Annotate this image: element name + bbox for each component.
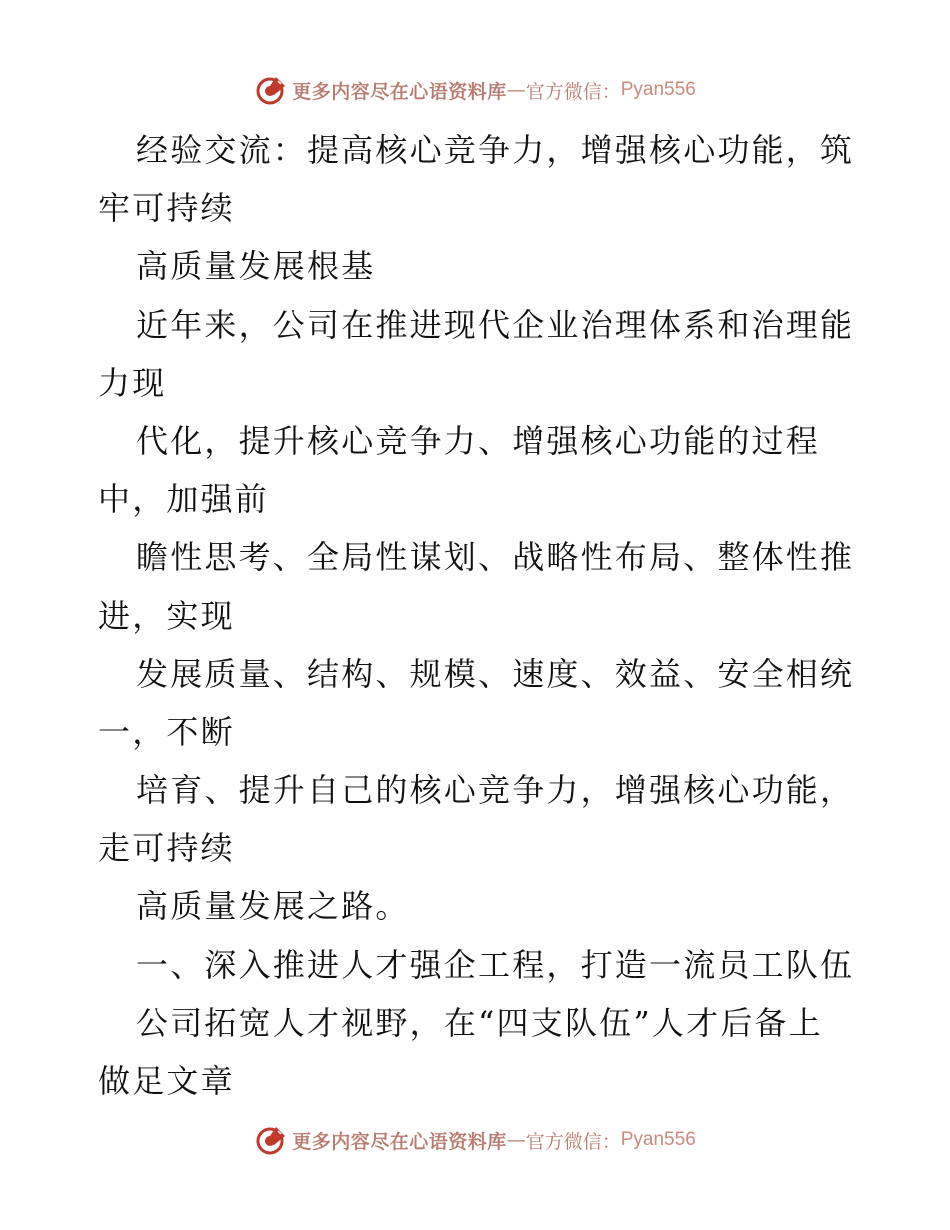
- footer-dash: —: [506, 1129, 526, 1151]
- footer-wechat-id: Pyan556: [620, 1129, 696, 1150]
- body-line: 经验交流：提高核心竞争力，增强核心功能，筑: [136, 131, 855, 169]
- body-line: 近年来，公司在推进现代企业治理体系和治理能: [136, 305, 855, 344]
- body-line: 力现: [98, 363, 167, 402]
- body-line: 做足文章: [98, 1062, 235, 1100]
- pen-logo-icon: [254, 73, 288, 107]
- header-wechat-label: 官方微信：: [525, 80, 621, 103]
- body-line: 走可持续: [98, 829, 235, 868]
- body-line: 进，实现: [98, 596, 235, 635]
- body-line: 牢可持续: [98, 189, 235, 228]
- body-line: 发展质量、结构、规模、速度、效益、安全相统: [136, 654, 855, 693]
- header-wechat-id: Pyan556: [620, 79, 696, 100]
- body-line: 代化，提升核心竞争力、增强核心功能的过程: [136, 421, 821, 460]
- header-banner-text: 更多内容尽在心语资料库: [292, 80, 507, 103]
- header-banner: [0, 70, 950, 110]
- body-line: 培育、提升自己的核心竞争力，增强核心功能，: [136, 771, 855, 810]
- body-line: 瞻性思考、全局性谋划、战略性布局、整体性推: [136, 538, 855, 577]
- document-body: [98, 121, 858, 1110]
- body-line: 高质量发展之路。: [136, 887, 410, 926]
- body-line: 高质量发展根基: [136, 247, 376, 286]
- footer-banner: [0, 1120, 950, 1160]
- body-line: 一，不断: [98, 712, 235, 751]
- footer-wechat-label: 官方微信：: [525, 1130, 621, 1153]
- body-line: 中，加强前: [98, 480, 270, 519]
- body-line: 公司拓宽人才视野，在“四支队伍”人才后备上: [136, 1003, 823, 1042]
- header-dash: —: [506, 79, 526, 101]
- footer-banner-text: 更多内容尽在心语资料库: [292, 1130, 507, 1153]
- pen-logo-icon: [254, 1123, 288, 1157]
- body-line: 一、深入推进人才强企工程，打造一流员工队伍: [136, 945, 855, 984]
